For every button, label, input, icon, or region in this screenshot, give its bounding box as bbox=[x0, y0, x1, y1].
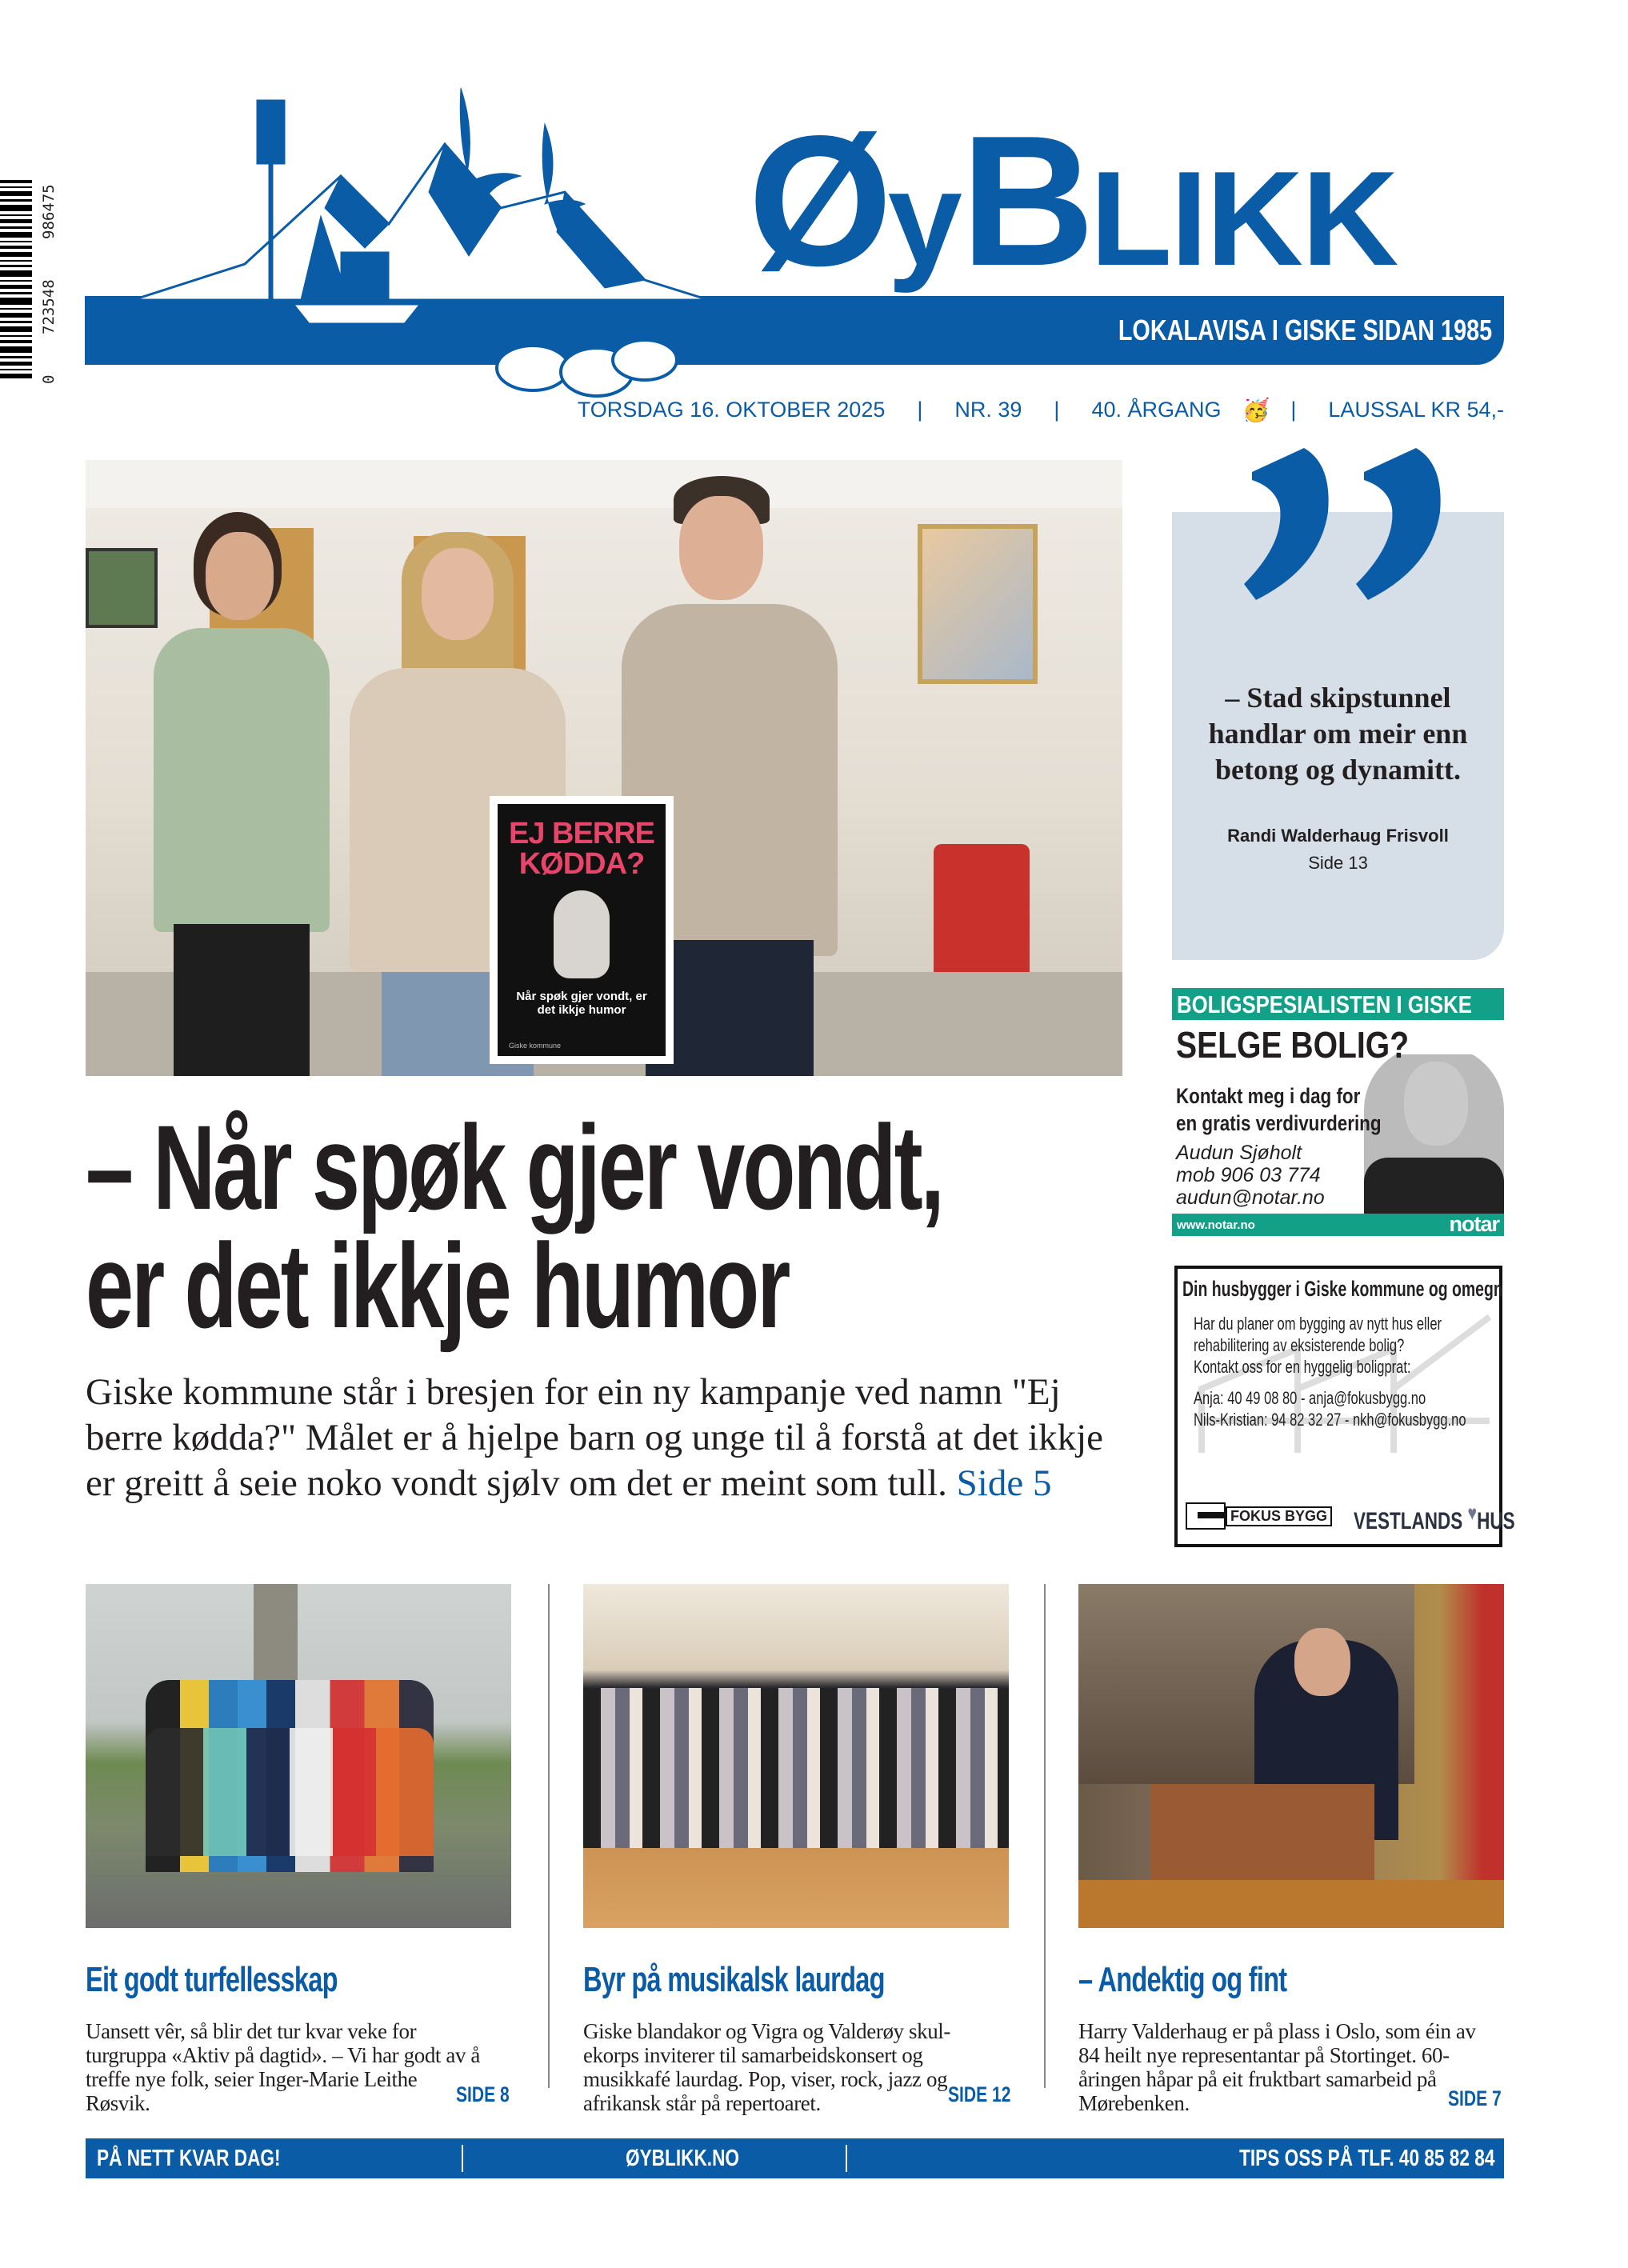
teaser-photo-storting bbox=[1078, 1584, 1504, 1928]
fokus-logo-bar bbox=[1198, 1512, 1226, 1518]
agent-phone: mob 906 03 774 bbox=[1176, 1164, 1321, 1186]
teaser-title: Byr på musikalsk laurdag bbox=[583, 1960, 885, 1999]
teaser-photo-choir bbox=[583, 1584, 1009, 1928]
column-divider bbox=[548, 1584, 550, 2088]
headline-line: er det ikkje humor bbox=[86, 1218, 789, 1353]
footer-bar bbox=[86, 2138, 1504, 2178]
agent-email[interactable]: audun@notar.no bbox=[1176, 1186, 1325, 1209]
ad-text: Har du planer om bygging av nytt hus eller bbox=[1194, 1314, 1442, 1334]
footer-divider bbox=[846, 2145, 847, 2172]
ad-contact: Anja: 40 49 08 80 - anja@fokusbygg.no bbox=[1194, 1388, 1426, 1408]
footer-website-link[interactable]: ØYBLIKK.NO bbox=[626, 2146, 740, 2171]
column-divider bbox=[1044, 1584, 1046, 2088]
barcode-digit: 986475 bbox=[40, 184, 58, 239]
person-face bbox=[679, 496, 763, 600]
quote-author: Randi Walderhaug Frisvoll bbox=[1227, 826, 1449, 846]
teaser-card[interactable] bbox=[1078, 1584, 1504, 2115]
issue-number: NR. 39 bbox=[954, 398, 1022, 422]
red-chair bbox=[934, 844, 1030, 988]
vestlands-hus-logo: HUS bbox=[1477, 1508, 1515, 1534]
island-illustration bbox=[85, 72, 789, 408]
volume: 40. ÅRGANG bbox=[1091, 398, 1222, 422]
footer-left-text: PÅ NETT KVAR DAG! bbox=[97, 2146, 281, 2171]
barcode-digit: 723548 bbox=[40, 279, 58, 334]
poster-title: KØDDA? bbox=[518, 847, 645, 881]
poster-logo: Giske kommune bbox=[509, 1042, 562, 1050]
main-photo[interactable] bbox=[86, 460, 1122, 1076]
ad-banner-text: BOLIGSPESIALISTEN I GISKE bbox=[1177, 990, 1472, 1018]
ceiling bbox=[86, 460, 1122, 508]
ad-url[interactable]: www.notar.no bbox=[1177, 1218, 1255, 1232]
barcode-number bbox=[40, 184, 64, 384]
barcode-digit: 0 bbox=[40, 374, 58, 384]
ad-text: Kontakt meg i dag for bbox=[1176, 1084, 1361, 1108]
agent-name: Audun Sjøholt bbox=[1176, 1142, 1302, 1164]
painting bbox=[86, 548, 158, 628]
campaign-poster bbox=[490, 796, 674, 1064]
person-legs bbox=[174, 924, 310, 1076]
main-lead bbox=[86, 1370, 1126, 1506]
tagline-text: LOKALAVISA I GISKE SIDAN 1985 bbox=[1118, 314, 1492, 346]
teaser-body: Harry Valderhaug er på plass i Oslo, som éin av 84 heilt nye representantar på Stortinget. 60-åringen håpar på eit fruktbart samarbeid på Mørebenken. bbox=[1078, 2019, 1476, 2115]
painting bbox=[918, 524, 1038, 684]
hand-image bbox=[554, 890, 610, 978]
teaser-page-link[interactable]: SIDE 8 bbox=[456, 2082, 510, 2106]
teaser-card[interactable] bbox=[86, 1584, 511, 2115]
tagline bbox=[1025, 314, 1492, 347]
teaser-page-link[interactable]: SIDE 12 bbox=[948, 2082, 1011, 2106]
logo-letter: Ø bbox=[748, 98, 888, 305]
teaser-card[interactable] bbox=[583, 1584, 1009, 2115]
headline-line: – Når spøk gjer vondt, bbox=[86, 1100, 942, 1234]
ad-banner bbox=[1172, 988, 1504, 1020]
ad-text: Kontakt oss for en hyggelig boligprat: bbox=[1194, 1357, 1411, 1377]
issue-date: TORSDAG 16. OKTOBER 2025 bbox=[577, 398, 886, 422]
teaser-title: Eit godt turfellesskap bbox=[86, 1960, 338, 1999]
ad-title: SELGE BOLIG? bbox=[1176, 1024, 1410, 1066]
lead-page-link[interactable]: Side 5 bbox=[956, 1462, 1052, 1504]
ad-text: en gratis verdivurdering bbox=[1176, 1111, 1382, 1135]
teaser-title: – Andektig og fint bbox=[1078, 1960, 1287, 1999]
separator: | bbox=[1290, 398, 1297, 422]
poster-subtitle: Når spøk gjer vondt, er det ikkje humor bbox=[516, 990, 647, 1017]
lead-text: Giske kommune står i bresjen for ein ny kampanje ved namn "Ej berre kødda?" Målet er å hjelpe barn og unge til å forstå at det ikkje er greitt å seie noko vondt sjølv om det er meint som tull. bbox=[86, 1371, 1104, 1504]
person-face bbox=[206, 532, 274, 620]
quote-marks-icon bbox=[1236, 448, 1460, 600]
teaser-body: Giske blandakor og Vigra og Valderøy skul-ekorps inviterer til samarbeidskonsert og musikkafé laurdag. Pop, viser, rock, jazz og afrikansk står på repertoaret. bbox=[583, 2019, 950, 2115]
price: LAUSSAL KR 54,- bbox=[1328, 398, 1504, 422]
ad-title: Din husbygger i Giske kommune og omegn bbox=[1182, 1277, 1503, 1301]
logo-letter: B bbox=[960, 98, 1090, 305]
issue-meta bbox=[562, 397, 1504, 423]
notar-logo: notar bbox=[1449, 1212, 1499, 1236]
poster-title: EJ BERRE bbox=[508, 817, 655, 850]
footer-divider bbox=[462, 2145, 463, 2172]
ad-contact: Nils-Kristian: 94 82 32 27 - nkh@fokusbygg.no bbox=[1194, 1410, 1466, 1430]
quote-page-link[interactable]: Side 13 bbox=[1308, 853, 1368, 873]
teaser-page-link[interactable]: SIDE 7 bbox=[1448, 2086, 1502, 2110]
person-body bbox=[154, 628, 330, 932]
quote-text: – Stad skipstunnel handlar om meir enn betong og dynamitt. bbox=[1208, 682, 1468, 786]
logo-letter: LIKK bbox=[1090, 143, 1398, 294]
party-face-icon: 🥳 bbox=[1242, 398, 1270, 422]
footer-tips-phone: TIPS OSS PÅ TLF. 40 85 82 84 bbox=[1238, 2146, 1494, 2171]
fokus-bygg-logo: FOKUS BYGG bbox=[1226, 1506, 1332, 1526]
main-headline[interactable] bbox=[86, 1100, 1275, 1353]
teaser-photo-hikers bbox=[86, 1584, 511, 1928]
heart-icon: ♥ bbox=[1467, 1501, 1478, 1525]
separator: | bbox=[1054, 398, 1060, 422]
ad-text: rehabilitering av eksisterende bolig? bbox=[1194, 1335, 1405, 1355]
masthead-logo bbox=[748, 94, 1397, 308]
teaser-body: Uansett vêr, så blir det tur kvar veke for turgruppa «Aktiv på dagtid». – Vi har godt av å treffe nye folk, seier Inger-Marie Leithe Røsvik. bbox=[86, 2019, 480, 2115]
vestlands-hus-logo: VESTLANDS bbox=[1354, 1508, 1463, 1534]
separator: | bbox=[917, 398, 923, 422]
person-face bbox=[422, 548, 494, 640]
logo-letter: y bbox=[887, 143, 961, 294]
